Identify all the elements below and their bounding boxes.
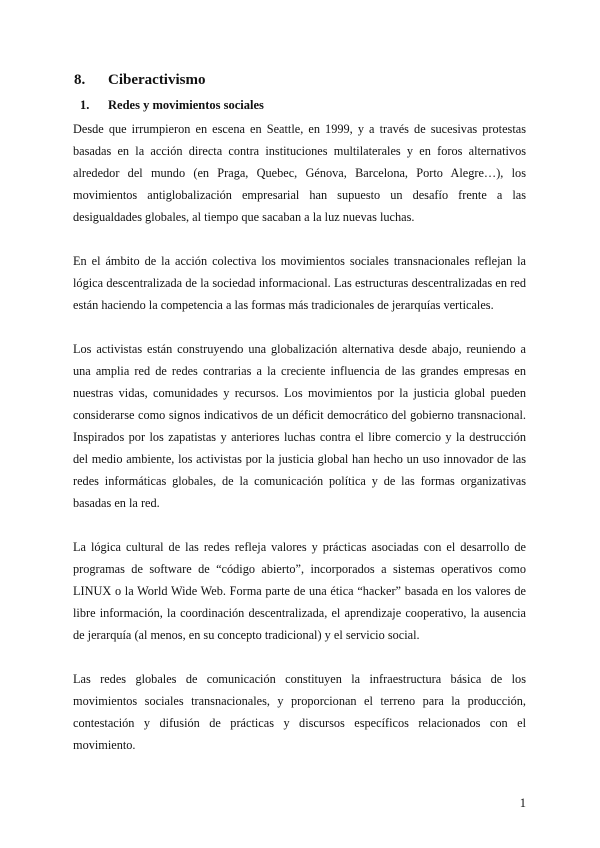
paragraph-3: Los activistas están construyendo una globalización alternativa desde abajo, reuniendo a una amplia red de redes contrarias a la creciente influencia de las grandes empresas en nuestras vidas, comunidades y recursos. Los movimientos por la justicia global pueden considerarse como signos indicativos de un déficit democrático del gobierno transnacional. Inspirados por los zapatistas y anteriores luchas contra el libre comercio y la destrucción del medio ambiente, los activistas por la justicia global han hecho un uso innovador de las redes informáticas globales, de la comunicación política y de las formas organizativas basadas en la red.: [73, 342, 526, 510]
subsection-title: Redes y movimientos sociales: [108, 98, 264, 112]
page-number: 1: [519, 796, 526, 810]
subsection-heading: [80, 98, 264, 113]
section-title: Ciberactivismo: [108, 72, 206, 88]
section-number: 8.: [74, 72, 86, 88]
section-heading: [74, 72, 205, 89]
subsection-number: 1.: [80, 98, 90, 112]
paragraph-4: La lógica cultural de las redes refleja valores y prácticas asociadas con el desarrollo de programas de software de “código abierto”, incorporados a sistemas operativos como LINUX o la World Wide Web. Forma parte de una ética “hacker” basada en los valores de libre información, la coordinación descentralizada, el aprendizaje cooperativo, la ausencia de jerarquía (al menos, en su concepto tradicional) y el servicio social.: [73, 540, 526, 642]
paragraph-5: Las redes globales de comunicación constituyen la infraestructura básica de los movimientos sociales transnacionales, y proporcionan el terreno para la producción, contestación y difusión de prácticas y discursos específicos relacionados con el movimiento.: [73, 672, 526, 752]
body-text: [73, 118, 526, 778]
paragraph-2: En el ámbito de la acción colectiva los movimientos sociales transnacionales reflejan la lógica descentralizada de la sociedad informacional. Las estructuras descentralizadas en red están haciendo la competencia a las formas más tradicionales de jerarquías verticales.: [73, 254, 526, 312]
paragraph-1: Desde que irrumpieron en escena en Seattle, en 1999, y a través de sucesivas protestas basadas en la acción directa contra instituciones multilaterales y en foros alternativos alrededor del mundo (en Praga, Quebec, Génova, Barcelona, Porto Alegre…), los movimientos antiglobalización empresarial han supuesto un desafío frente a las desigualdades globales, al tiempo que sacaban a la luz nuevas luchas.: [73, 122, 526, 224]
